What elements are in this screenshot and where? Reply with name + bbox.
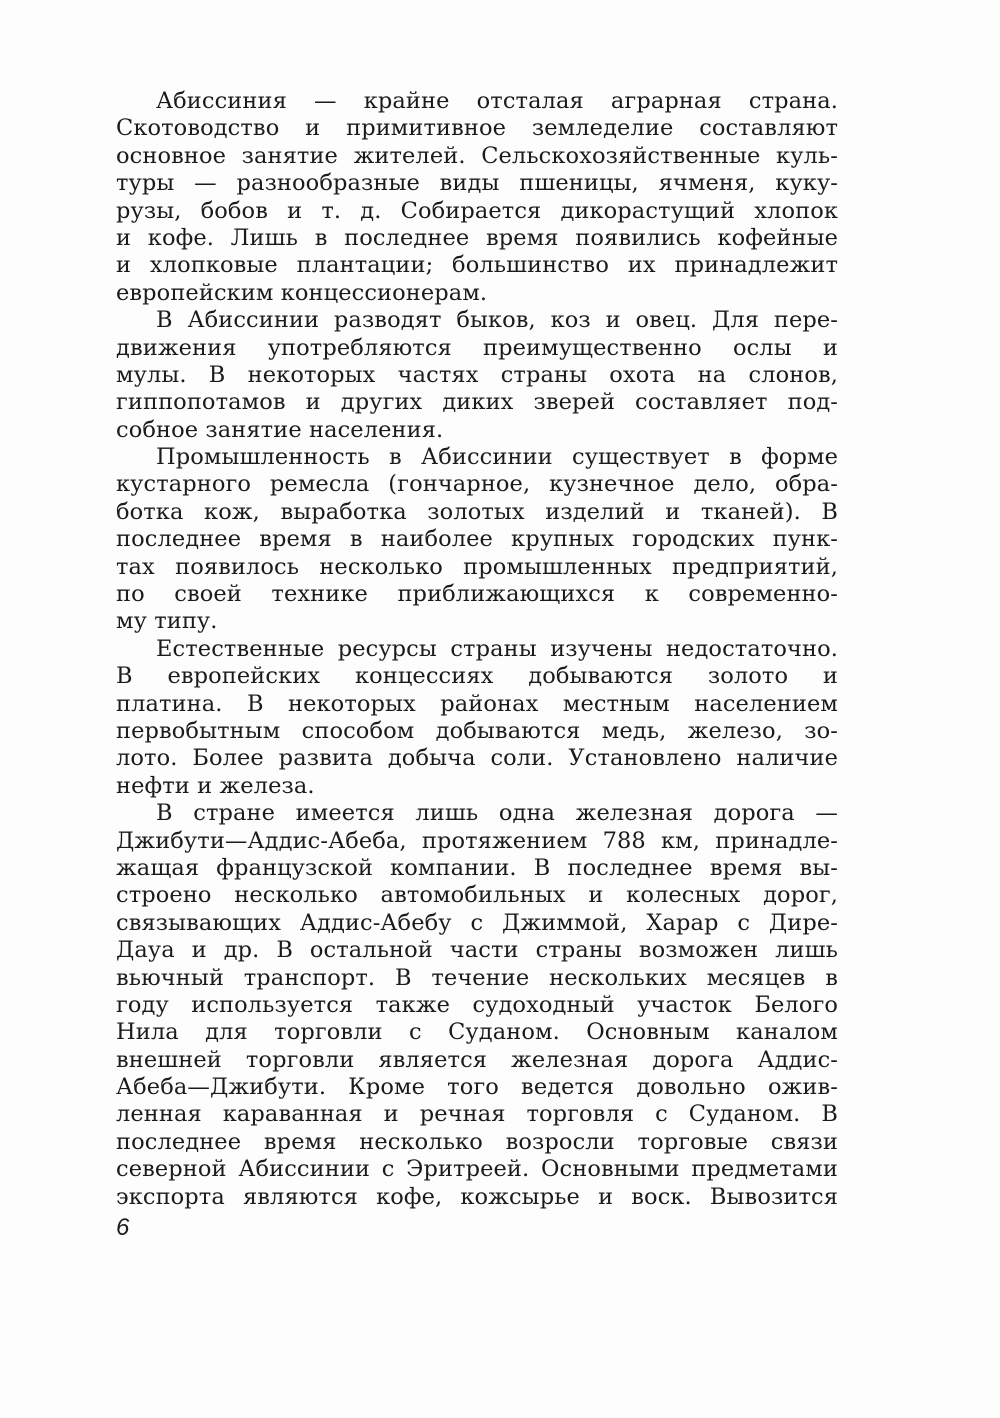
text-line: последнее время в наиболее крупных городских пунк-: [116, 526, 838, 553]
text-line: последнее время несколько возросли торговые связи: [116, 1128, 838, 1155]
text-line: основное занятие жителей. Сельскохозяйственные куль-: [116, 142, 838, 169]
text-line: мулы. В некоторых частях страны охота на слонов,: [116, 361, 838, 388]
text-line: Дауа и др. В остальной части страны возможен лишь: [116, 937, 838, 964]
text-line: ленная караванная и речная торговля с Суданом. В: [116, 1101, 838, 1128]
text-line: по своей технике приближающихся к современно-: [116, 581, 838, 608]
paragraph: [116, 800, 838, 1211]
paragraph: [116, 307, 838, 444]
text-line: нефти и железа.: [116, 772, 315, 799]
text-line: туры — разнообразные виды пшеницы, ячменя, куку-: [116, 170, 838, 197]
text-line: собное занятие населения.: [116, 416, 444, 443]
text-line: Абеба—Джибути. Кроме того ведется довольно ожив-: [116, 1074, 838, 1101]
paragraph: [116, 88, 838, 307]
text-line: Скотоводство и примитивное земледелие составляют: [116, 115, 838, 142]
text-line: Промышленность в Абиссинии существует в форме: [156, 444, 838, 471]
text-line: лото. Более развита добыча соли. Установлено наличие: [116, 745, 838, 772]
paragraph: [116, 444, 838, 636]
text-line: В стране имеется лишь одна железная дорога —: [156, 800, 838, 827]
text-line: му типу.: [116, 608, 218, 635]
text-line: Джибути—Аддис-Абеба, протяжением 788 км, принадле-: [116, 827, 838, 854]
text-line: жащая французской компании. В последнее время вы-: [116, 854, 838, 881]
text-line: Нила для торговли с Суданом. Основным каналом: [116, 1019, 838, 1046]
text-line: и кофе. Лишь в последнее время появились кофейные: [116, 224, 838, 251]
text-line: строено несколько автомобильных и колесных дорог,: [116, 882, 838, 909]
text-line: и хлопковые плантации; большинство их принадлежит: [116, 252, 838, 279]
text-line: В европейских концессиях добываются золото и: [116, 663, 838, 690]
text-column: [116, 88, 838, 1211]
text-line: Естественные ресурсы страны изучены недостаточно.: [156, 635, 838, 662]
text-line: гиппопотамов и других диких зверей составляет под-: [116, 389, 838, 416]
text-line: связывающих Аддис-Абебу с Джиммой, Харар с Дире-: [116, 909, 838, 936]
text-line: экспорта являются кофе, кожсырье и воск. Вывозится: [116, 1183, 838, 1210]
text-line: вьючный транспорт. В течение нескольких месяцев в: [116, 964, 838, 991]
text-line: платина. В некоторых районах местным населением: [116, 690, 838, 717]
paragraph: [116, 636, 838, 800]
page-number: 6: [116, 1214, 130, 1241]
text-line: тах появилось несколько промышленных предприятий,: [116, 553, 838, 580]
text-line: В Абиссинии разводят быков, коз и овец. Для пере-: [156, 307, 838, 334]
text-line: европейским концессионерам.: [116, 279, 488, 306]
text-line: году используется также судоходный участок Белого: [116, 991, 838, 1018]
text-line: рузы, бобов и т. д. Собирается дикорастущий хлопок: [116, 197, 838, 224]
text-line: внешней торговли является железная дорога Аддис-: [116, 1046, 838, 1073]
text-line: северной Абиссинии с Эритреей. Основными предметами: [116, 1156, 838, 1183]
text-line: кустарного ремесла (гончарное, кузнечное дело, обра-: [116, 471, 838, 498]
text-line: Абиссиния — крайне отсталая аграрная страна.: [156, 88, 838, 114]
text-line: движения употребляются преимущественно ослы и: [116, 334, 838, 361]
text-line: ботка кож, выработка золотых изделий и тканей). В: [116, 498, 838, 525]
text-line: первобытным способом добываются медь, железо, зо-: [116, 717, 838, 744]
